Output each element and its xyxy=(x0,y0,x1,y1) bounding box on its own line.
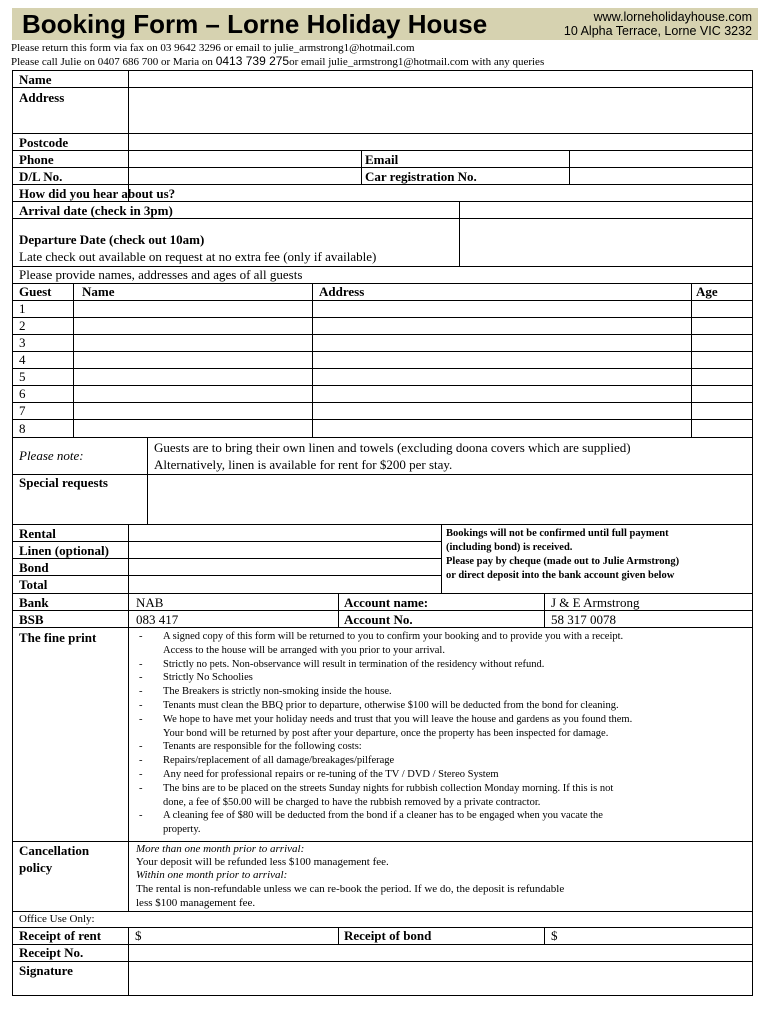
form-title: Booking Form – Lorne Holiday House xyxy=(22,9,488,39)
bank-value: NAB xyxy=(136,595,164,610)
arrival-date-field[interactable] xyxy=(461,203,751,217)
bullet-dash: - xyxy=(139,672,143,684)
bullet-dash: - xyxy=(139,741,143,753)
intro-line-1: Please return this form via fax on 03 9642 3296 or email to julie_armstrong1@hotmail.com xyxy=(11,42,415,54)
signature-field[interactable] xyxy=(130,963,750,994)
fine-print-label: The fine print xyxy=(19,630,97,645)
payment-notice-line: (including bond) is received. xyxy=(446,542,573,553)
total-label: Total xyxy=(19,577,48,592)
cancellation-text-2a: The rental is non-refundable unless we can re-book the period. If we do, the deposit is refundable xyxy=(136,883,565,895)
fine-print-text: Tenants must clean the BBQ prior to departure, otherwise $100 will be deducted from the bond for cleaning. xyxy=(163,700,619,711)
postcode-field[interactable] xyxy=(130,135,750,149)
fine-print-text: The Breakers is strictly non-smoking inside the house. xyxy=(163,686,392,698)
cancellation-heading-1: More than one month prior to arrival: xyxy=(136,843,305,855)
cancellation-label-line-1: Cancellation xyxy=(19,843,90,858)
arrival-date-label: Arrival date (check in 3pm) xyxy=(19,203,173,218)
dl-label: D/L No. xyxy=(19,169,63,184)
address-label: Address xyxy=(19,90,65,105)
office-use-heading: Office Use Only: xyxy=(19,913,95,925)
guest-column-header: Guest xyxy=(19,284,52,299)
guest-row-number: 4 xyxy=(19,352,26,367)
property-address: 10 Alpha Terrace, Lorne VIC 3232 xyxy=(563,24,752,38)
car-registration-field[interactable] xyxy=(571,169,751,183)
fine-print-text: A cleaning fee of $80 will be deducted from the bond if a cleaner has to be engaged when you vacate the xyxy=(163,810,603,822)
guests-instructions: Please provide names, addresses and ages of all guests xyxy=(19,267,303,282)
guest-row-number: 1 xyxy=(19,301,26,316)
special-requests-label: Special requests xyxy=(19,475,108,490)
address-column-header: Address xyxy=(319,284,365,299)
departure-date-label: Departure Date (check out 10am) xyxy=(19,232,205,247)
cancellation-text-2b: less $100 management fee. xyxy=(136,897,256,909)
fine-print-text: Strictly No Schoolies xyxy=(163,672,253,684)
bullet-dash: - xyxy=(139,769,143,780)
website-url[interactable]: www.lorneholidayhouse.com xyxy=(593,10,752,24)
postcode-label: Postcode xyxy=(19,135,69,150)
linen-note-line-1: Guests are to bring their own linen and towels (excluding doona covers which are supplied) xyxy=(154,440,631,455)
bullet-dash: - xyxy=(139,631,143,642)
header-banner xyxy=(12,8,758,40)
receipt-number-label: Receipt No. xyxy=(19,945,84,960)
payment-notice-line: or direct deposit into the bank account given below xyxy=(446,570,675,581)
dl-field[interactable] xyxy=(130,169,360,183)
fine-print-text: Your bond will be returned by post after your departure, once the property has been inspected for damage. xyxy=(163,727,609,739)
intro-line-2 xyxy=(11,55,544,69)
please-note-label: Please note: xyxy=(19,448,84,463)
guest-row-number: 3 xyxy=(19,335,26,350)
cancellation-text-1: Your deposit will be refunded less $100 management fee. xyxy=(136,856,389,868)
fine-print-text: done, a fee of $50.00 will be charged to have the rubbish removed by a private contractor. xyxy=(163,796,541,808)
fine-print-text: Tenants are responsible for the following costs: xyxy=(163,741,362,753)
fine-print-text: Strictly no pets. Non-observance will result in termination of the residency without refund. xyxy=(163,658,545,670)
fine-print-text: Access to the house will be arranged with you prior to your arrival. xyxy=(163,644,445,656)
guest-row-number: 2 xyxy=(19,318,26,333)
receipt-bond-dollar[interactable]: $ xyxy=(551,928,558,943)
fine-print-text: A signed copy of this form will be returned to you to confirm your booking and to provide you with a receipt. xyxy=(163,631,624,642)
departure-date-field[interactable] xyxy=(461,220,751,265)
rental-label: Rental xyxy=(19,526,56,541)
fine-print-text: The bins are to be placed on the streets Sunday nights for rubbish collection Monday morning. If this is not xyxy=(163,782,614,794)
bsb-value: 083 417 xyxy=(136,612,179,627)
fine-print-text: Repairs/replacement of all damage/breakages/pilferage xyxy=(163,755,395,767)
receipt-of-bond-label: Receipt of bond xyxy=(344,928,432,943)
hear-about-us-label: How did you hear about us? xyxy=(19,186,176,201)
email-field[interactable] xyxy=(571,152,751,166)
receipt-of-rent-label: Receipt of rent xyxy=(19,928,102,943)
intro-line-2a: Please call Julie on 0407 686 700 or Maria on xyxy=(11,56,216,68)
intro-line-2c: or email julie_armstrong1@hotmail.com with any queries xyxy=(289,56,545,68)
payment-notice-line: Please pay by cheque (made out to Julie Armstrong) xyxy=(446,556,680,567)
email-label: Email xyxy=(365,152,399,167)
age-column-header: Age xyxy=(696,284,718,299)
linen-note-line-2: Alternatively, linen is available for rent for $200 per stay. xyxy=(154,457,453,472)
account-number-label: Account No. xyxy=(344,612,413,627)
intro-line-2-phone: 0413 739 275 xyxy=(215,54,290,68)
bullet-dash: - xyxy=(139,700,143,711)
name-label: Name xyxy=(19,72,52,87)
late-checkout-note: Late check out available on request at no extra fee (only if available) xyxy=(19,249,377,264)
guest-row-number: 8 xyxy=(19,421,26,436)
bsb-label: BSB xyxy=(19,612,44,627)
receipt-number-field[interactable] xyxy=(130,946,750,960)
special-requests-field[interactable] xyxy=(149,476,751,523)
account-number-value: 58 317 0078 xyxy=(551,612,616,627)
receipt-rent-dollar[interactable]: $ xyxy=(135,928,142,943)
account-name-label: Account name: xyxy=(344,595,429,610)
car-registration-label: Car registration No. xyxy=(365,169,477,184)
guest-row-number: 7 xyxy=(19,403,26,418)
payment-notice xyxy=(446,527,746,583)
cancellation-label-line-2: policy xyxy=(19,860,53,875)
account-name-value: J & E Armstrong xyxy=(551,595,640,610)
name-field[interactable] xyxy=(130,72,750,86)
signature-label: Signature xyxy=(19,963,73,978)
bullet-dash: - xyxy=(139,782,143,794)
linen-label: Linen (optional) xyxy=(19,543,109,558)
fine-print-text: We hope to have met your holiday needs and trust that you will leave the house and gardens as you found them. xyxy=(163,713,633,725)
bond-label: Bond xyxy=(19,560,49,575)
phone-field[interactable] xyxy=(130,152,360,166)
payment-notice-line: Bookings will not be confirmed until full payment xyxy=(446,528,669,539)
guest-row-number: 6 xyxy=(19,386,26,401)
bullet-dash: - xyxy=(139,686,143,698)
bullet-dash: - xyxy=(139,810,143,822)
bullet-dash: - xyxy=(139,755,143,767)
bullet-dash: - xyxy=(139,713,143,725)
name-column-header: Name xyxy=(82,284,115,299)
fine-print-text: property. xyxy=(163,824,201,836)
bank-label: Bank xyxy=(19,595,49,610)
cancellation-heading-2: Within one month prior to arrival: xyxy=(136,869,288,881)
phone-label: Phone xyxy=(19,152,54,167)
bullet-dash: - xyxy=(139,658,143,670)
guest-row-number: 5 xyxy=(19,369,26,384)
address-field[interactable] xyxy=(130,89,750,132)
fine-print-text: Any need for professional repairs or re-tuning of the TV / DVD / Stereo System xyxy=(163,769,499,780)
